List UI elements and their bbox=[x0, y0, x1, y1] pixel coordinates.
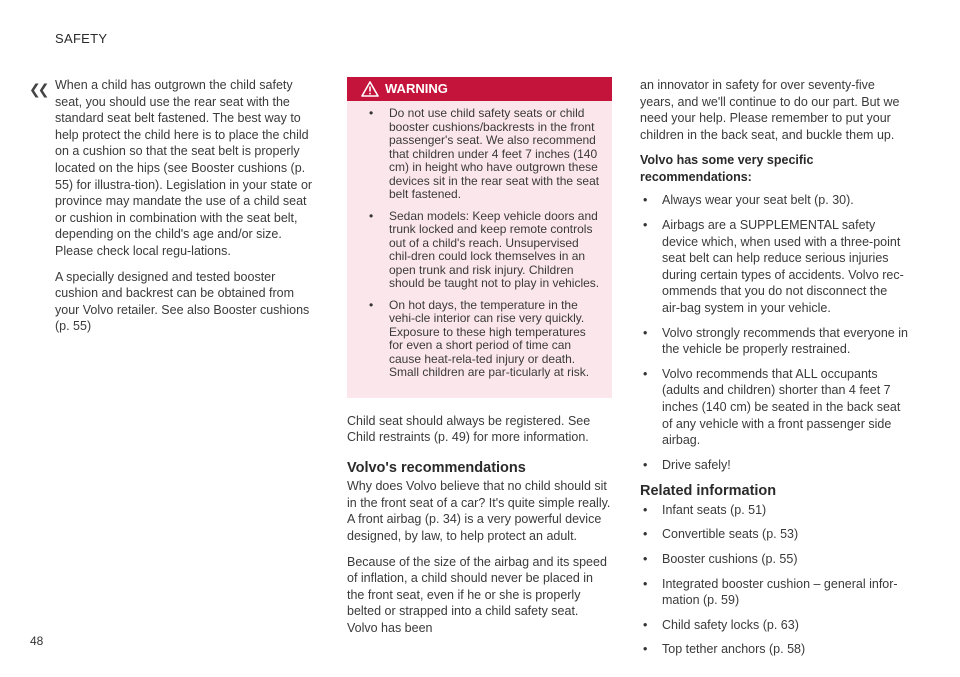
list-item: • Volvo strongly recommends that everyone in the vehicle be properly restrained. bbox=[640, 325, 908, 358]
warning-header bbox=[347, 77, 612, 101]
list-item: • Always wear your seat belt (p. 30). bbox=[640, 192, 908, 209]
warning-triangle-icon bbox=[361, 81, 379, 97]
list-item: • Volvo recommends that ALL occupants (adults and children) shorter than 4 feet 7 inches (140 cm) be seated in the back seat of any vehicle with a front passenger side airbag. bbox=[640, 366, 908, 449]
page-number: 48 bbox=[30, 634, 44, 648]
list-item: • Sedan models: Keep vehicle doors and trunk locked and keep remote controls out of a child's reach. Unsupervised chil-dren could lock themselves in an open trunk and risk injury. Children should be taught not to play in vehicles. bbox=[357, 210, 600, 291]
subheading: Volvo has some very specific recommendations: bbox=[640, 153, 814, 185]
related-list bbox=[640, 502, 908, 658]
recommendations-list bbox=[640, 192, 908, 473]
related-heading: Related information bbox=[640, 483, 777, 500]
section-title: SAFETY bbox=[55, 31, 108, 46]
warning-title: WARNING bbox=[385, 81, 448, 96]
related-link[interactable]: • Top tether anchors (p. 58) bbox=[640, 641, 908, 658]
list-item: • Drive safely! bbox=[640, 457, 908, 474]
paragraph: Child seat should always be registered. See Child restraints (p. 49) for more information. bbox=[347, 413, 591, 445]
related-link[interactable]: • Convertible seats (p. 53) bbox=[640, 526, 908, 543]
list-item: • Do not use child safety seats or child booster cushions/backrests in the front passenger's seat. We also recommend that children under 4 feet 7 inches (140 cm) in height who have outgrown these devices sit in the rear seat with the seat belt fastened. bbox=[357, 107, 600, 202]
list-item: • On hot days, the temperature in the vehi-cle interior can rise very quickly. Exposure to these high temperatures for even a short period of time can cause heat-rela-ted injury or death. Small children are par-ticularly at risk. bbox=[357, 299, 600, 380]
column-right bbox=[640, 77, 908, 666]
warning-list bbox=[347, 101, 612, 380]
related-link[interactable]: • Infant seats (p. 51) bbox=[640, 502, 908, 519]
column-left bbox=[55, 77, 319, 344]
list-item: • Airbags are a SUPPLEMENTAL safety device which, when used with a three-point seat belt can help reduce serious injuries during certain types of accidents. Volvo rec-ommends that you do not disconnect the air-bag system in your vehicle. bbox=[640, 217, 908, 317]
related-link[interactable]: • Booster cushions (p. 55) bbox=[640, 551, 908, 568]
warning-box bbox=[347, 77, 612, 398]
paragraph: Why does Volvo believe that no child should sit in the front seat of a car? It's quite simple really. A front airbag (p. 34) is a very powerful device designed, by law, to help protect an adult. bbox=[347, 479, 611, 544]
section-heading: Volvo's recommendations bbox=[347, 459, 526, 476]
paragraph: A specially designed and tested booster cushion and backrest can be obtained from your Volvo retailer. See also Booster cushions (p. 55) bbox=[55, 269, 310, 334]
related-link[interactable]: • Integrated booster cushion – general infor-mation (p. 59) bbox=[640, 576, 908, 609]
paragraph: Because of the size of the airbag and its speed of inflation, a child should never be placed in the front seat, even if he or she is properly belted or strapped into a child safety seat. Volvo has been bbox=[347, 554, 607, 636]
continued-marker-icon: ❮❮ bbox=[29, 81, 47, 97]
paragraph: When a child has outgrown the child safety seat, you should use the rear seat with the standard seat belt fastened. The best way to help protect the child here is to place the child on a cushion so that the seat belt is properly located on the hips (see Booster cushions (p. 55) for illustra-tion). Legislation in your state or province may mandate the use of a child seat or cushion in combination with the seat belt, depending on the child's age and/or size. Please check local regu-lations. bbox=[55, 78, 313, 258]
paragraph: an innovator in safety for over seventy-five years, and we'll continue to do our part. But we need your help. Please remember to put your children in the back seat, and buckle them up. bbox=[640, 78, 900, 142]
column-middle bbox=[347, 77, 612, 646]
related-link[interactable]: • Child safety locks (p. 63) bbox=[640, 617, 908, 634]
